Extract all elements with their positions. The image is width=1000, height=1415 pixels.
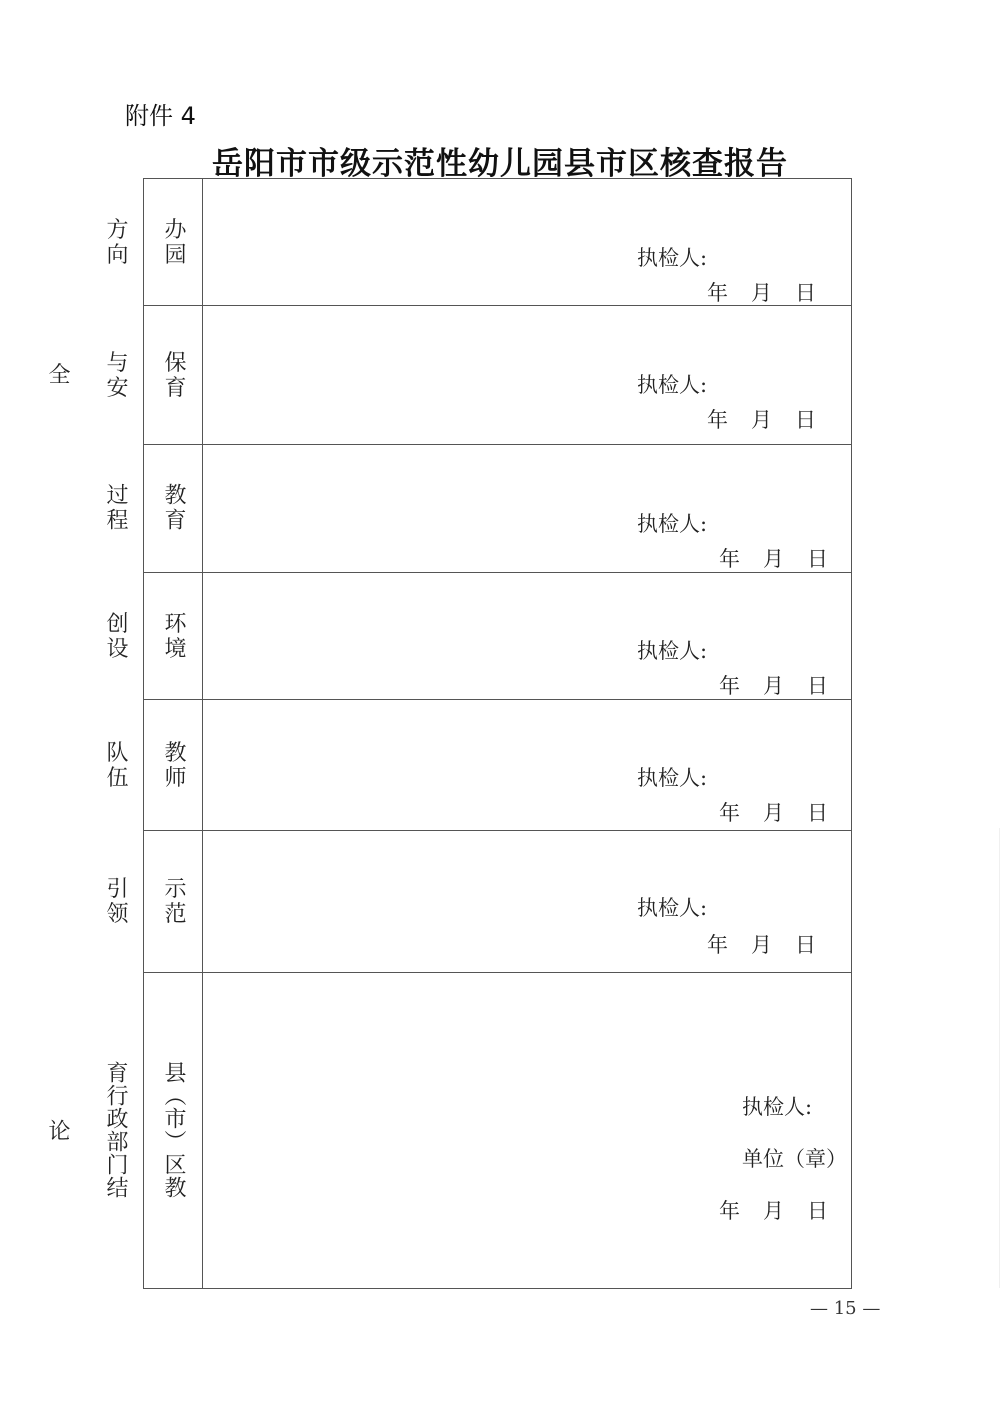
content-cell[interactable] [203,306,852,445]
inspector-label: 执检人: [637,639,708,663]
table-row [144,973,852,1289]
content-cell[interactable] [203,573,852,700]
row-label: 办园方向 [103,217,186,267]
inspector-label: 执检人: [637,246,708,270]
date-label: 年 月 日 [707,933,817,957]
date-label: 年 月 日 [719,547,829,571]
table-row [144,445,852,573]
content-cell[interactable] [203,700,852,831]
table-row [144,306,852,445]
report-table [45,178,852,1288]
content-cell[interactable] [203,973,852,1289]
inspector-label: 执检人: [742,1095,813,1119]
content-cell[interactable] [203,831,852,973]
inspector-label: 执检人: [637,512,708,536]
inspector-label: 执检人: [637,896,708,920]
content-cell[interactable] [203,445,852,573]
unit-seal-label: 单位（章） [742,1147,847,1171]
inspector-label: 执检人: [637,373,708,397]
date-label: 年 月 日 [707,281,817,305]
row-label: 保育与安全 [45,350,186,400]
content-cell[interactable] [203,179,852,306]
row-label: 教育过程 [103,483,186,534]
page-title: 岳阳市市级示范性幼儿园县市区核查报告 [212,146,788,182]
date-label: 年 月 日 [719,1199,829,1223]
date-label: 年 月 日 [707,408,817,432]
row-label: 环境创设 [103,611,186,661]
page-number: — 15 — [810,1298,881,1319]
row-label: 示范引领 [103,876,186,927]
date-label: 年 月 日 [719,801,829,825]
row-label: 教师队伍 [103,740,186,790]
table-row [144,179,852,306]
row-label: 县（市）区教育行政部门结论 [45,1061,186,1200]
table-row [144,831,852,973]
inspector-label: 执检人: [637,766,708,790]
table-row [144,573,852,700]
attachment-label: 附件 4 [125,102,196,130]
date-label: 年 月 日 [719,674,829,698]
table-row [144,700,852,831]
